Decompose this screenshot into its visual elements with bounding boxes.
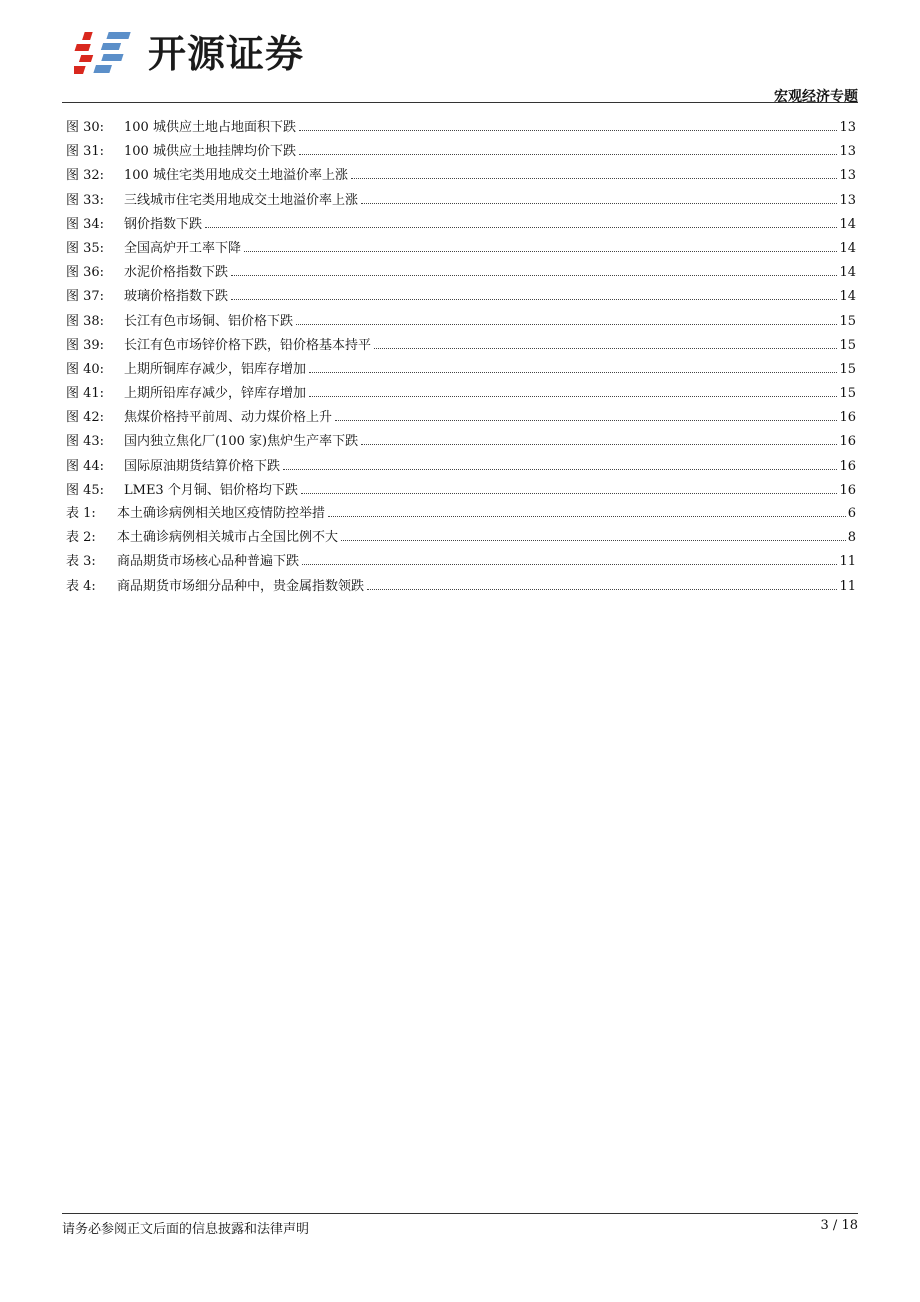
- toc-entry-title: 100 城供应土地挂牌均价下跌: [124, 144, 296, 160]
- toc-entry[interactable]: [66, 237, 856, 261]
- toc-entry-page: 16: [839, 482, 856, 498]
- toc-entry[interactable]: [66, 502, 856, 526]
- toc-leader-dots: [309, 372, 837, 373]
- toc-entry-page: 14: [839, 289, 856, 305]
- toc-entry-label: 图 43:: [66, 434, 105, 450]
- toc-entry[interactable]: [66, 285, 856, 309]
- toc-leader-dots: [361, 203, 837, 204]
- toc-entry-label: 表 2:: [66, 530, 96, 546]
- toc-entry[interactable]: [66, 479, 856, 503]
- toc-leader-dots: [309, 396, 837, 397]
- toc-entry-label: 表 3:: [66, 554, 96, 570]
- toc-entry-title: 100 城供应土地占地面积下跌: [124, 120, 296, 135]
- toc-leader-dots: [205, 227, 837, 228]
- toc-entry-label: 图 40:: [66, 361, 105, 377]
- toc-entry-page: 15: [839, 361, 856, 377]
- toc-entry[interactable]: [66, 430, 856, 454]
- toc-entry[interactable]: [66, 526, 856, 550]
- toc-entry-page: 13: [839, 120, 856, 135]
- toc-leader-dots: [361, 444, 837, 445]
- toc-entry-label: 图 36:: [66, 265, 105, 281]
- toc-entry[interactable]: [66, 550, 856, 574]
- toc-entry-page: 15: [839, 313, 856, 329]
- toc-leader-dots: [231, 275, 837, 276]
- toc-leader-dots: [374, 348, 837, 349]
- toc-entry-title: 国际原油期货结算价格下跌: [124, 458, 281, 474]
- toc-leader-dots: [296, 324, 837, 325]
- toc-entry-title: 本土确诊病例相关城市占全国比例不大: [117, 530, 339, 546]
- toc-leader-dots: [341, 540, 846, 541]
- toc-entry[interactable]: [66, 116, 856, 140]
- toc-entry-title: 100 城住宅类用地成交土地溢价率上涨: [124, 168, 348, 184]
- toc-leader-dots: [302, 564, 837, 565]
- toc-entry-label: 图 42:: [66, 410, 105, 426]
- toc-entry-label: 图 45:: [66, 482, 105, 498]
- toc-entry-label: 图 38:: [66, 313, 105, 329]
- toc-entry-label: 图 41:: [66, 386, 105, 402]
- toc-entry-page: 16: [839, 410, 856, 426]
- toc-entry-page: 15: [839, 386, 856, 402]
- toc-entry-title: 玻璃价格指数下跌: [124, 289, 229, 305]
- toc-entry-page: 15: [839, 337, 856, 353]
- toc-leader-dots: [351, 178, 838, 179]
- toc-entry-title: 上期所铅库存减少，锌库存增加: [124, 386, 307, 402]
- toc-entry-page: 14: [839, 265, 856, 281]
- header-divider: [62, 102, 858, 103]
- toc-entry-title: 商品期货市场核心品种普遍下跌: [117, 554, 300, 570]
- toc-entry-label: 图 34:: [66, 216, 105, 232]
- toc-entry-page: 8: [847, 530, 856, 546]
- toc-leader-dots: [299, 154, 838, 155]
- toc-entry[interactable]: [66, 164, 856, 188]
- toc-leader-dots: [244, 251, 837, 252]
- toc-leader-dots: [301, 493, 838, 494]
- toc-entry-page: 14: [839, 216, 856, 232]
- report-type: 宏观经济专题: [774, 89, 858, 105]
- toc-entry-page: 6: [847, 506, 856, 521]
- brand-mark-icon: [74, 28, 138, 80]
- toc-leader-dots: [283, 469, 837, 470]
- toc-leader-dots: [231, 299, 837, 300]
- toc-entry-label: 图 32:: [66, 168, 105, 184]
- footer-divider: [62, 1213, 858, 1214]
- toc-entry-label: 图 44:: [66, 458, 105, 474]
- toc-leader-dots: [335, 420, 837, 421]
- toc-entry[interactable]: [66, 382, 856, 406]
- toc-entry-page: 11: [839, 554, 856, 570]
- toc-entry-title: 长江有色市场锌价格下跌，铅价格基本持平: [124, 337, 372, 353]
- toc-entry-title: 钢价指数下跌: [124, 216, 203, 232]
- toc-entry[interactable]: [66, 213, 856, 237]
- table-list: [66, 502, 856, 599]
- toc-entry[interactable]: [66, 406, 856, 430]
- toc-entry[interactable]: [66, 575, 856, 599]
- toc-entry[interactable]: [66, 358, 856, 382]
- toc-entry-page: 13: [839, 192, 856, 208]
- toc-entry-title: 水泥价格指数下跌: [124, 265, 229, 281]
- toc-entry-label: 图 39:: [66, 337, 105, 353]
- toc-entry-title: 国内独立焦化厂(100 家)焦炉生产率下跌: [124, 434, 359, 450]
- footer-disclaimer: 请务必参阅正文后面的信息披露和法律声明: [62, 1222, 310, 1237]
- figure-list: [66, 116, 856, 503]
- company-name: 开源证券: [148, 32, 305, 76]
- toc-entry-title: 商品期货市场细分品种中，贵金属指数领跌: [117, 578, 365, 594]
- toc-entry-label: 图 31:: [66, 144, 105, 160]
- toc-entry-label: 图 35:: [66, 240, 105, 256]
- toc-entry-title: 长江有色市场铜、铝价格下跌: [124, 313, 294, 329]
- toc-entry-page: 13: [839, 144, 856, 160]
- toc-entry-page: 16: [839, 458, 856, 474]
- page-indicator: 3 / 18: [820, 1218, 858, 1233]
- toc-entry-label: 图 33:: [66, 192, 105, 208]
- toc-entry-page: 16: [839, 434, 856, 450]
- toc-entry-label: 表 1:: [66, 506, 96, 521]
- company-logo: [74, 28, 304, 80]
- toc-entry-label: 表 4:: [66, 578, 96, 594]
- toc-entry[interactable]: [66, 310, 856, 334]
- toc-entry-title: 上期所铜库存减少，铝库存增加: [124, 361, 307, 377]
- toc-entry-title: LME3 个月铜、铝价格均下跌: [124, 482, 298, 498]
- toc-entry-title: 本土确诊病例相关地区疫情防控举措: [117, 506, 326, 521]
- toc-entry-title: 三线城市住宅类用地成交土地溢价率上涨: [124, 192, 359, 208]
- toc-entry-page: 14: [839, 240, 856, 256]
- toc-entry-title: 全国高炉开工率下降: [124, 240, 242, 256]
- toc-leader-dots: [328, 516, 846, 517]
- toc-entry[interactable]: [66, 140, 856, 164]
- toc-entry-page: 13: [839, 168, 856, 184]
- toc-leader-dots: [299, 130, 838, 131]
- toc-entry-label: 图 30:: [66, 120, 105, 135]
- toc-entry[interactable]: [66, 261, 856, 285]
- toc-entry-label: 图 37:: [66, 289, 105, 305]
- toc-entry[interactable]: [66, 455, 856, 479]
- toc-entry[interactable]: [66, 189, 856, 213]
- toc-entry-title: 焦煤价格持平前周、动力煤价格上升: [124, 410, 333, 426]
- toc-entry[interactable]: [66, 334, 856, 358]
- toc-entry-page: 11: [839, 578, 856, 594]
- toc-leader-dots: [367, 589, 837, 590]
